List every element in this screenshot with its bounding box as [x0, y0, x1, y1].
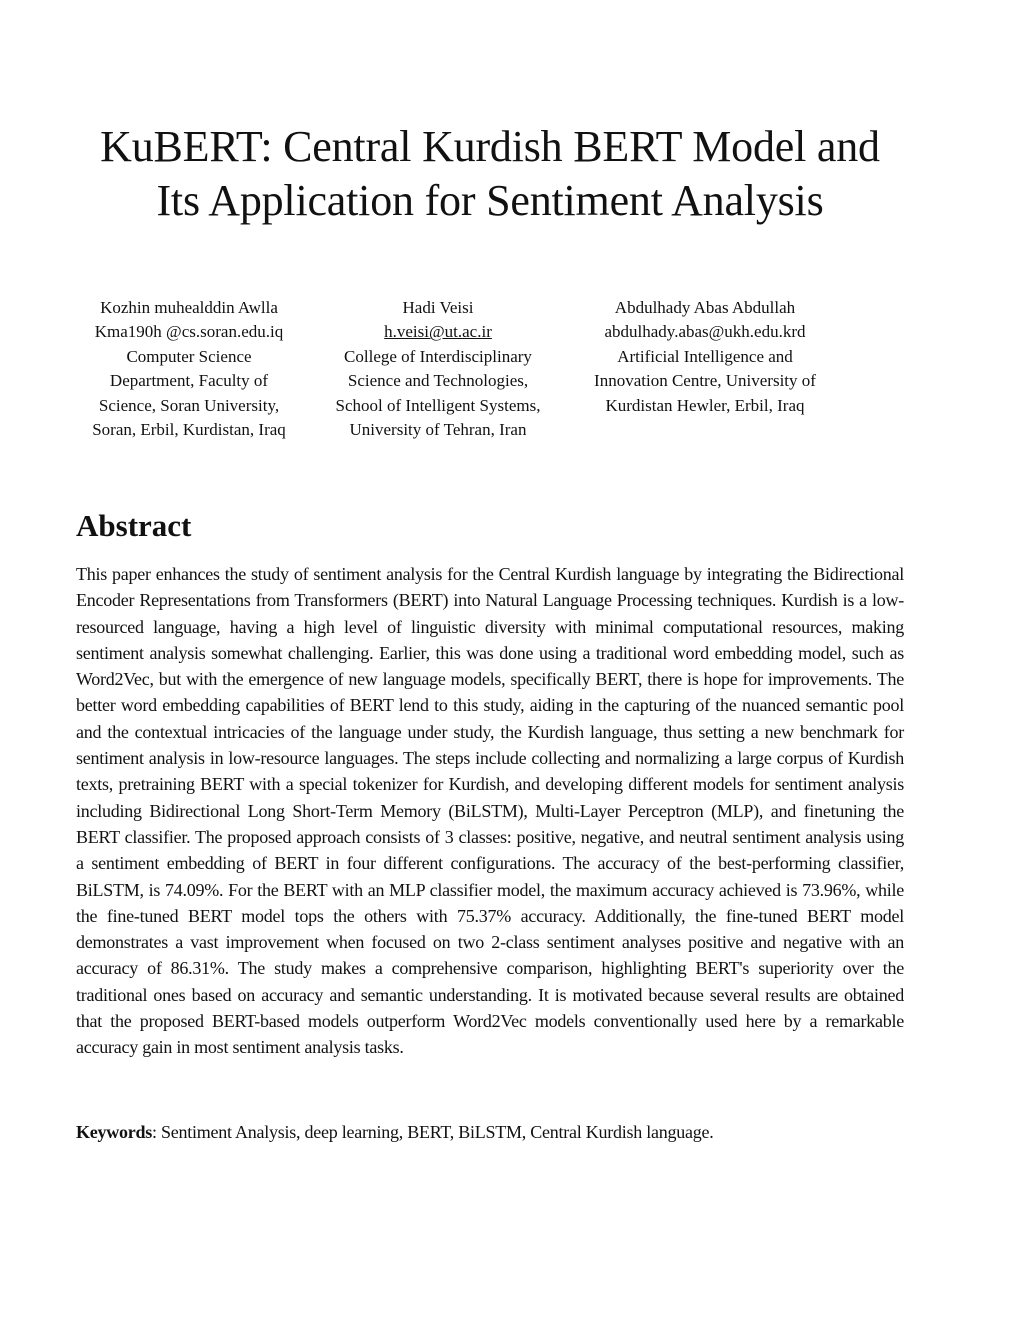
author-name: Kozhin muhealddin Awlla: [100, 298, 278, 317]
abstract-text: This paper enhances the study of sentiment analysis for the Central Kurdish language by integrating the Bidirectional Encoder Representations from Transformers (BERT) into Natural Language Processing techniques. Kurdish is a low-resourced language, having a high level of linguistic diversity with minimal computational resources, making sentiment analysis somewhat challenging. Earlier, this was done using a traditional word embedding model, such as Word2Vec, but with the emergence of new language models, specifically BERT, there is hope for improvements. The better word embedding capabilities of BERT lend to this study, aiding in the capturing of the nuanced semantic pool and the contextual intricacies of the language under study, the Kurdish language, thus setting a new benchmark for sentiment analysis in low-resource languages. The steps include collecting and normalizing a large corpus of Kurdish texts, pretraining BERT with a special tokenizer for Kurdish, and developing different models for sentiment analysis including Bidirectional Long Short-Term Memory (BiLSTM), Multi-Layer Perceptron (MLP), and finetuning the BERT classifier. The proposed approach consists of 3 classes: positive, negative, and neutral sentiment analysis using a sentiment embedding of BERT in four different configurations. The accuracy of the best-performing classifier, BiLSTM, is 74.09%. For the BERT with an MLP classifier model, the maximum accuracy achieved is 73.96%, while the fine-tuned BERT model tops the others with 75.37% accuracy. Additionally, the fine-tuned BERT model demonstrates a vast improvement when focused on two 2-class sentiment analyses positive and negative with an accuracy of 86.31%. The study makes a comprehensive comparison, highlighting BERT's superiority over the traditional ones based on accuracy and semantic understanding. It is motivated because several results are obtained that the proposed BERT-based models outperform Word2Vec models conventionally used here by a remarkable accuracy gain in most sentiment analysis tasks.: [76, 564, 904, 1058]
keywords-line: [76, 1119, 916, 1145]
keywords-label: Keywords: [76, 1122, 152, 1142]
keywords-text: : Sentiment Analysis, deep learning, BERT, BiLSTM, Central Kurdish language.: [152, 1122, 714, 1142]
author-email: abdulhady.abas@ukh.edu.krd: [604, 322, 806, 342]
author-affiliation-line: Kurdistan Hewler, Erbil, Iraq: [605, 395, 805, 415]
author-affiliation-line: Computer Science: [126, 346, 252, 366]
author-affiliation-line: Artificial Intelligence and: [617, 346, 793, 366]
author-block: [0, 296, 1024, 456]
author-email-link[interactable]: h.veisi@ut.ac.ir: [384, 322, 492, 342]
paper-title: [60, 120, 920, 228]
author-affiliation-line: Department, Faculty of: [109, 371, 269, 391]
author-affiliation-line: School of Intelligent Systems,: [335, 395, 541, 415]
author-affiliation-line: College of Interdisciplinary: [344, 346, 532, 366]
title-line-2: Its Application for Sentiment Analysis: [156, 176, 824, 225]
abstract-heading: Abstract: [76, 508, 192, 543]
author-card-veisi: [313, 296, 563, 442]
author-card-abdullah: [580, 296, 830, 418]
author-affiliation-line: Soran, Erbil, Kurdistan, Iraq: [92, 420, 286, 440]
author-name: Hadi Veisi: [402, 298, 474, 317]
author-affiliation-line: Science, Soran University,: [98, 395, 280, 415]
author-affiliation-line: Innovation Centre, University of: [594, 371, 816, 391]
author-affiliation-line: Science and Technologies,: [347, 371, 529, 391]
author-affiliation-line: University of Tehran, Iran: [349, 420, 527, 440]
author-email: Kma190h @cs.soran.edu.iq: [94, 322, 284, 342]
title-line-1: KuBERT: Central Kurdish BERT Model and: [100, 122, 880, 171]
author-card-awlla: [64, 296, 314, 442]
author-name: Abdulhady Abas Abdullah: [614, 298, 796, 317]
